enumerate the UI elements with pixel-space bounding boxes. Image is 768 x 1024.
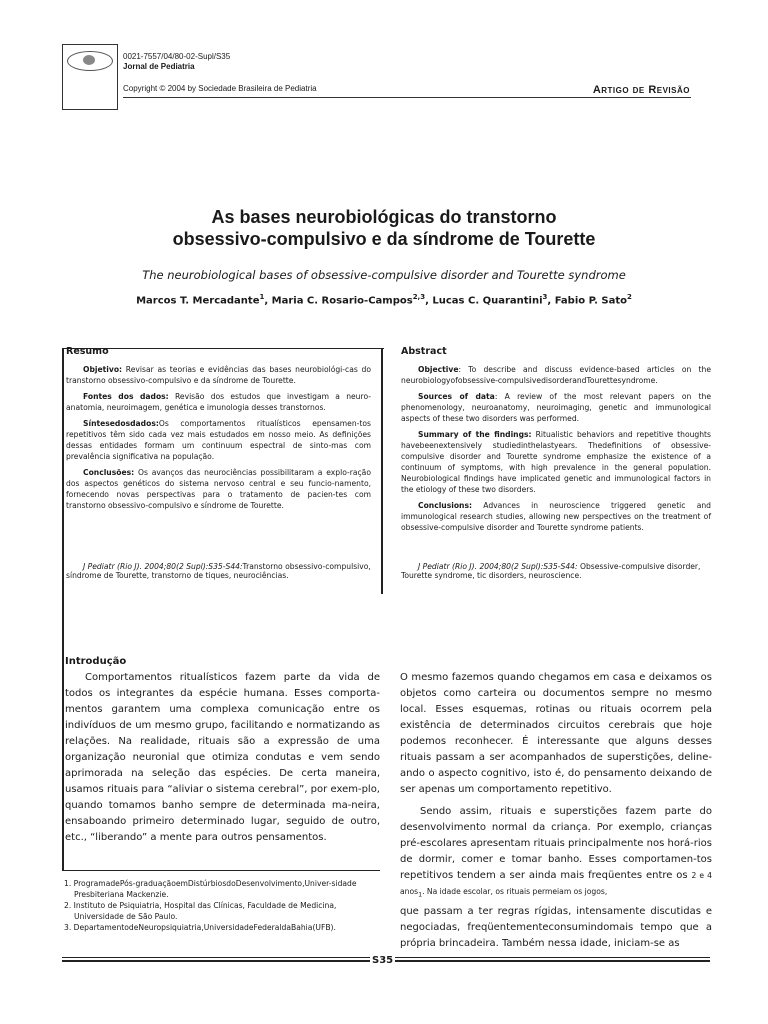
- resumo-keyword-list: Transtorno obsessivo-compulsivo, síndrome de Tourette, transtorno de tiques, neurociências.: [66, 562, 371, 580]
- footnote: 1. ProgramadePós-graduaçãoemDistúrbiosdoDesenvolvimento,Univer-sidade Presbiteriana Mackenzie.: [64, 879, 357, 899]
- author-affiliation: 1: [259, 293, 265, 301]
- author-name: Lucas C. Quarantini: [432, 295, 543, 307]
- resumo-heading: Resumo: [66, 346, 109, 357]
- title-line-1: As bases neurobiológicas do transtorno: [211, 207, 557, 227]
- abstract-paragraph: [401, 364, 711, 386]
- body-text: e 4 anos: [400, 871, 712, 896]
- body-paragraph: [65, 670, 380, 846]
- resumo-body: [66, 364, 371, 516]
- resumo-label: Fontes dos dados:: [83, 392, 169, 401]
- footnotes: [64, 878, 382, 933]
- body-text: . Na idade escolar, os rituais permeiam os jogos,: [422, 887, 608, 896]
- body-text: que passam a ter regras rígidas, intensamente discutidas e negociadas, freqüentementeconsumindomais tempo que a própria brincadeira. Também nessa idade, iniciam-se as: [400, 905, 712, 949]
- resumo-text: Os comportamentos ritualísticos epensamen-tos repetitivos têm sido cada vez mais estudados em nosso meio. As definições dessas entidades formam um continuum espectral de sinto-mas com prevalência significativa na população.: [66, 419, 371, 461]
- resumo-paragraph: [66, 418, 371, 462]
- resumo-citation: J Pediatr (Rio J). 2004;80(2 Supl):S35-S44:: [83, 562, 243, 571]
- abstract-text: Advances in neuroscience triggered genetic and immunological research studies, allowing new perspectives on the treatment of obsessive-compulsive disorder and Tourette syndrome patients.: [401, 501, 711, 532]
- intro-body: [65, 670, 380, 852]
- abstract-label: Objective: [418, 365, 459, 374]
- resumo-text: Revisão dos estudos que investigam a neuro-anatomia, neuroimagem, genética e imunologia desses transtornos.: [66, 392, 371, 412]
- issn-code: 0021-7557/04/80-02-Supl/S35: [123, 52, 231, 61]
- body-paragraph: [400, 670, 712, 798]
- abstract-keyword-list: Obsessive-compulsive disorder, Tourette syndrome, tic disorders, neuroscience.: [401, 562, 701, 580]
- body-text: Sendo assim, rituais e superstições fazem parte do desenvolvimento normal da criança. Por exemplo, crianças pré-escolares apresentam rituais principalmente nos horá-rios de dormir, comer e tomar banho. Esses comportamen-tos repetitivos tendem a ser ainda mais freqüentes entre os: [400, 806, 712, 881]
- author-affiliation: 2: [627, 293, 632, 301]
- author-separator: ,: [425, 295, 433, 307]
- abstract-paragraph: [401, 500, 711, 533]
- abstract-label: Summary of the findings:: [418, 430, 532, 439]
- resumo-paragraph: [66, 467, 371, 511]
- resumo-keywords: [66, 562, 376, 580]
- article-title: [60, 206, 708, 250]
- author-affiliation: 3: [542, 293, 548, 301]
- resumo-label: Objetivo:: [83, 365, 123, 374]
- abstract-heading: Abstract: [401, 346, 447, 357]
- author-affiliation: 2,3: [412, 293, 426, 301]
- journal-name: Jornal de Pediatria: [123, 62, 195, 71]
- author-separator: ,: [547, 295, 555, 307]
- footnote: 2. Instituto de Psiquiatria, Hospital das Clínicas, Faculdade de Medicina, Universidade de São Paulo.: [64, 901, 337, 921]
- author-name: Marcos T. Mercadante: [136, 295, 260, 307]
- abstract-citation: J Pediatr (Rio J). 2004;80(2 Supl):S35-S44:: [418, 562, 578, 571]
- right-column: [400, 670, 712, 958]
- author-separator: ,: [264, 295, 272, 307]
- author-name: Maria C. Rosario-Campos: [271, 295, 413, 307]
- footnote-rule: [62, 870, 380, 871]
- abstract-label: Sources of data: [418, 392, 495, 401]
- resumo-paragraph: [66, 391, 371, 413]
- intro-heading: Introdução: [65, 656, 127, 667]
- abstract-keywords: [401, 562, 711, 580]
- section-label: Artigo de Revisão: [592, 84, 690, 96]
- body-text: Comportamentos ritualísticos fazem parte da vida de todos os integrantes da espécie humana. Esses comporta-mentos garantem uma complexa comunicação entre os indivíduos de um mesmo grupo, facilitando e normatizando as relações. Na realidade, rituais são a expressão de uma organização neuronial que otimiza condutas e vem sendo aprimorada na seleção das espécies. De certa maneira, usamos rituais para “aliviar o sistema cerebral”, por exem-plo, quando tomamos banho sempre de determinada ma-neira, ensaboando primeiro determinado lugar, seguido de outro, etc., “liberando” a mente para outros pensamentos.: [65, 672, 380, 843]
- page-number: S35: [372, 955, 394, 966]
- body-paragraph: [400, 804, 712, 904]
- resumo-frame-right: [381, 348, 383, 594]
- title-line-2: obsessivo-compulsivo e da síndrome de Tourette: [172, 229, 596, 249]
- abstract-paragraph: [401, 391, 711, 424]
- abstract-label: Conclusions:: [418, 501, 473, 510]
- abstract-paragraph: [401, 429, 711, 495]
- body-text: O mesmo fazemos quando chegamos em casa e deixamos os objetos como carteira ou documentos sempre no mesmo local. Esses esquemas, rotinas ou rituais ocorrem pela existência de determinados circuitos cerebrais que hoje podemos reconhecer. É interessante que alguns desses rituais passam a ser acompanhados de superstições, deline-ando o aspecto cognitivo, isto é, do pensamento deixando de ser apenas um comportamento repetitivo.: [400, 672, 712, 795]
- header-rule: [123, 97, 691, 98]
- resumo-paragraph: [66, 364, 371, 386]
- resumo-text: Os avanços das neurociências possibilitaram a explo-ração dos aspectos genéticos do sistema nervoso central e seu funcio-namento, fornecendo novas perspectivas para o tratamento de pacien-tes com transtorno obsessivo-compulsivo e síndrome de Tourette.: [66, 468, 371, 510]
- english-title: The neurobiological bases of obsessive-compulsive disorder and Tourette syndrome: [142, 268, 626, 282]
- resumo-text: Revisar as teorias e evidências das bases neurobiológi-cas do transtorno obsessivo-compulsivo e da síndrome de Tourette.: [66, 365, 371, 385]
- author-list: [60, 293, 708, 306]
- copyright: Copyright © 2004 by Sociedade Brasileira de Pediatria: [123, 84, 317, 93]
- body-text: 2: [691, 871, 697, 880]
- resumo-label: Síntesedosdados:: [83, 419, 159, 428]
- resumo-label: Conclusões:: [83, 468, 135, 477]
- author-name: Fabio P. Sato: [554, 295, 627, 307]
- body-text: 1: [418, 891, 423, 899]
- abstract-text: : A review of the most relevant papers on the phenomenology, neuroanatomy, neuroimaging, genetic and immunological aspects of these two disorders was performed.: [401, 392, 711, 423]
- journal-logo: [62, 44, 118, 110]
- body-paragraph: [400, 904, 712, 952]
- footnote: 3. DepartamentodeNeuropsiquiatria,UniversidadeFederaldaBahia(UFB).: [64, 923, 336, 932]
- abstract-text: Ritualistic behaviors and repetitive thoughts havebeenextensively studiedinthelastyears. Thedefinitions of obsessive-compulsive disorder and Tourette syndrome emphasize the existence of a continuum of symptoms, with high prevalence in the general population. Neurobiological findings have implicated genetic and immunological factors in the etiology of these two disorders.: [401, 430, 711, 494]
- abstract-body: [401, 364, 711, 538]
- abstract-text: : To describe and discuss evidence-based articles on the neurobiologyofobsessive-compulsivedisorderandTourettesyndrome.: [401, 365, 711, 385]
